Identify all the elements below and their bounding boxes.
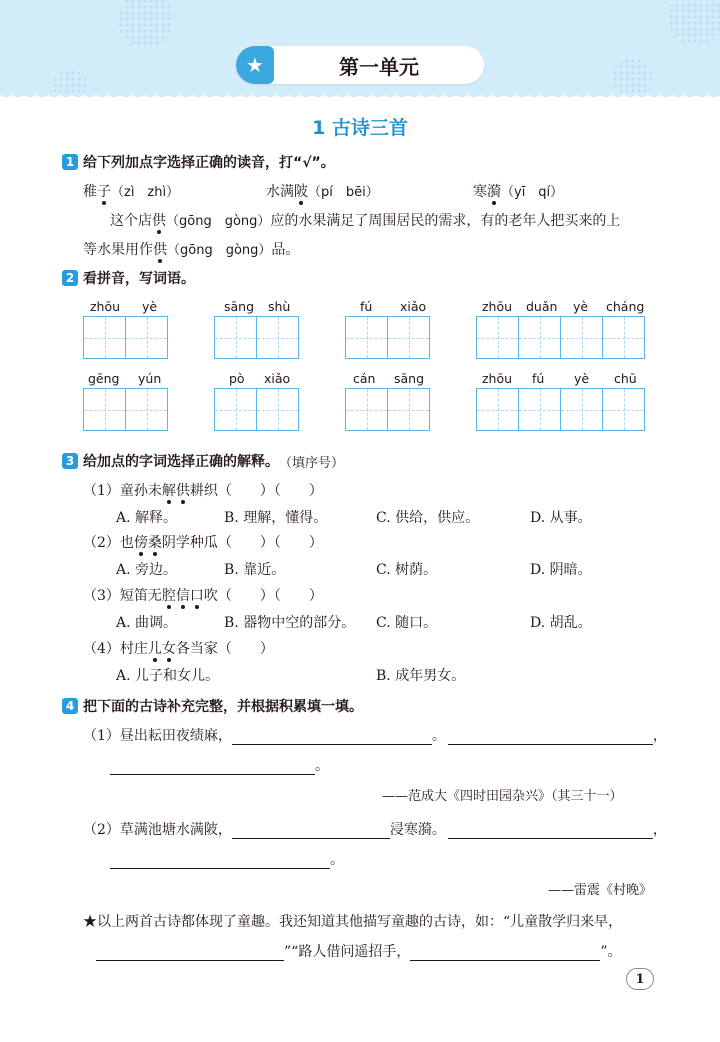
option: B. 器物中空的部分。 xyxy=(224,615,356,631)
option: B. 理解，懂得。 xyxy=(224,510,328,526)
grid-cell[interactable] xyxy=(125,316,168,359)
fill-blank[interactable] xyxy=(96,947,284,961)
q3-item: （2）也傍桑阴学种瓜（ ）（ ） xyxy=(83,535,323,551)
question-number: 3 xyxy=(62,453,78,469)
grid-cell[interactable] xyxy=(602,316,645,359)
q1-item: 寒漪（yī qí） xyxy=(473,184,564,200)
pinyin-label: fú xyxy=(360,299,373,314)
q1-item: 稚子（zì zhì） xyxy=(83,184,180,200)
pinyin-label: gēng xyxy=(88,371,120,386)
writing-grid[interactable] xyxy=(83,316,167,359)
grid-cell[interactable] xyxy=(518,388,561,431)
pinyin-label: yún xyxy=(138,371,162,386)
pinyin-label: yè xyxy=(142,299,158,314)
dotted-char: 供 xyxy=(153,242,167,258)
star-prompt: ★以上两首古诗都体现了童趣。我还知道其他描写童趣的古诗，如：“儿童散学归来早， xyxy=(83,914,623,930)
question-title: 把下面的古诗补充完整，并根据积累填一填。 xyxy=(83,699,363,715)
fill-blank[interactable] xyxy=(448,731,653,745)
poem-line: 。 xyxy=(110,755,329,775)
pinyin-label: zhōu xyxy=(482,299,513,314)
dotted-char: 腔 xyxy=(161,588,176,604)
grid-cell[interactable] xyxy=(345,316,388,359)
pinyin-label: zhōu xyxy=(482,371,513,386)
pinyin-label: cán xyxy=(353,371,376,386)
dotted-char: 供 xyxy=(175,483,190,499)
pinyin-label: pò xyxy=(229,371,245,386)
writing-grid[interactable] xyxy=(476,388,644,431)
question-note: （填序号） xyxy=(279,455,345,471)
answer-blank[interactable]: （ ）（ ） xyxy=(217,588,323,604)
grid-cell[interactable] xyxy=(518,316,561,359)
option: A. 解释。 xyxy=(116,510,178,526)
writing-grid[interactable] xyxy=(214,388,298,431)
pinyin-label: yè xyxy=(573,299,589,314)
dotted-char: 漪 xyxy=(487,184,501,200)
option: C. 随口。 xyxy=(376,615,438,631)
unit-title: 第一单元 xyxy=(339,54,419,79)
writing-grid[interactable] xyxy=(476,316,644,359)
poem-line: 。 xyxy=(110,849,344,869)
dotted-char: 解 xyxy=(161,483,176,499)
pinyin-label: chū xyxy=(614,371,637,386)
q1-sentence: 这个店供（gōng gòng）应的水果满足了周围居民的需求，有的老年人把买来的上 xyxy=(110,213,621,229)
question-4-heading xyxy=(62,696,363,716)
question-number: 2 xyxy=(62,270,78,286)
dotted-char: 子 xyxy=(97,184,111,200)
q1-item: 水满陂（pí bēi） xyxy=(266,184,379,200)
question-3-heading xyxy=(62,451,344,471)
lesson-title: 1 古诗三首 xyxy=(312,117,408,139)
answer-blank[interactable]: （ ） xyxy=(217,641,274,657)
fill-blank[interactable] xyxy=(410,947,600,961)
poem-source: ——雷震《村晚》 xyxy=(548,883,653,898)
fill-blank[interactable] xyxy=(110,761,315,775)
option: A. 曲调。 xyxy=(116,615,178,631)
pinyin-label: fú xyxy=(532,371,545,386)
dotted-char: 女 xyxy=(161,641,176,657)
grid-cell[interactable] xyxy=(83,316,126,359)
writing-grid[interactable] xyxy=(345,388,429,431)
fill-blank[interactable] xyxy=(232,825,390,839)
grid-cell[interactable] xyxy=(560,388,603,431)
grid-cell[interactable] xyxy=(560,316,603,359)
option: C. 供给，供应。 xyxy=(376,510,480,526)
pinyin-label: sāng xyxy=(224,299,255,314)
grid-cell[interactable] xyxy=(214,388,257,431)
question-number: 4 xyxy=(62,698,78,714)
dotted-char: 信 xyxy=(175,588,190,604)
grid-cell[interactable] xyxy=(387,388,430,431)
q3-item: （4）村庄儿女各当家（ ） xyxy=(83,641,274,657)
grid-cell[interactable] xyxy=(214,316,257,359)
fill-blank[interactable] xyxy=(110,855,330,869)
pinyin-label: xiǎo xyxy=(400,299,427,314)
grid-cell[interactable] xyxy=(83,388,126,431)
pinyin-label: shù xyxy=(268,299,291,314)
option: D. 从事。 xyxy=(530,510,592,526)
q3-item: （1）童孙未解供耕织（ ）（ ） xyxy=(83,483,323,499)
option: D. 阴暗。 xyxy=(530,562,592,578)
poem-line: （1）昼出耘田夜绩麻， 。 ， xyxy=(83,728,667,744)
pinyin-label: cháng xyxy=(606,299,645,314)
question-title: 看拼音，写词语。 xyxy=(83,271,195,287)
fill-blank[interactable] xyxy=(232,731,432,745)
page-number: 1 xyxy=(626,968,654,990)
grid-cell[interactable] xyxy=(256,388,299,431)
option: C. 树荫。 xyxy=(376,562,438,578)
grid-cell[interactable] xyxy=(256,316,299,359)
decor-dots xyxy=(118,0,174,48)
writing-grid[interactable] xyxy=(214,316,298,359)
question-title: 给加点的字词选择正确的解释。 xyxy=(83,454,279,470)
option: A. 儿子和女儿。 xyxy=(116,668,220,684)
star-prompt-line: ”“路人借问遥招手， ”。 xyxy=(96,941,622,961)
answer-blank[interactable]: （ ）（ ） xyxy=(217,535,323,551)
grid-cell[interactable] xyxy=(125,388,168,431)
dotted-char: 傍 xyxy=(133,535,148,551)
grid-cell[interactable] xyxy=(476,388,519,431)
option: A. 旁边。 xyxy=(116,562,178,578)
dotted-char: 陂 xyxy=(294,184,308,200)
decor-dots xyxy=(612,58,652,98)
decor-dots xyxy=(52,70,88,100)
option: B. 靠近。 xyxy=(224,562,286,578)
grid-cell[interactable] xyxy=(387,316,430,359)
dotted-char: 儿 xyxy=(147,641,162,657)
dotted-char: 桑 xyxy=(147,535,162,551)
option: D. 胡乱。 xyxy=(530,615,592,631)
writing-grid[interactable] xyxy=(345,316,429,359)
dotted-char: 供 xyxy=(152,213,166,229)
question-number: 1 xyxy=(62,154,78,170)
q3-item: （3）短笛无腔信口吹（ ）（ ） xyxy=(83,588,323,604)
q1-sentence: 等水果用作供（gōng gòng）品。 xyxy=(83,242,300,258)
poem-source: ——范成大《四时田园杂兴》（其三十一） xyxy=(382,789,623,804)
grid-cell[interactable] xyxy=(345,388,388,431)
pinyin-label: xiǎo xyxy=(264,371,291,386)
grid-cell[interactable] xyxy=(476,316,519,359)
pinyin-label: duǎn xyxy=(526,299,558,314)
answer-blank[interactable]: （ ）（ ） xyxy=(217,483,323,499)
question-title: 给下列加点字选择正确的读音，打“√”。 xyxy=(83,155,335,171)
question-1-heading xyxy=(62,152,335,172)
pinyin-label: yè xyxy=(574,371,590,386)
fill-blank[interactable] xyxy=(448,825,653,839)
option: B. 成年男女。 xyxy=(376,668,466,684)
writing-grid[interactable] xyxy=(83,388,167,431)
pinyin-label: sāng xyxy=(394,371,425,386)
question-2-heading xyxy=(62,268,195,288)
grid-cell[interactable] xyxy=(602,388,645,431)
dotted-char: 口 xyxy=(189,588,204,604)
pinyin-label: zhōu xyxy=(90,299,121,314)
star-icon: ★ xyxy=(236,46,274,84)
decor-dots xyxy=(668,0,720,46)
poem-line: （2）草满池塘水满陂， 浸寒漪。 ， xyxy=(83,822,667,838)
